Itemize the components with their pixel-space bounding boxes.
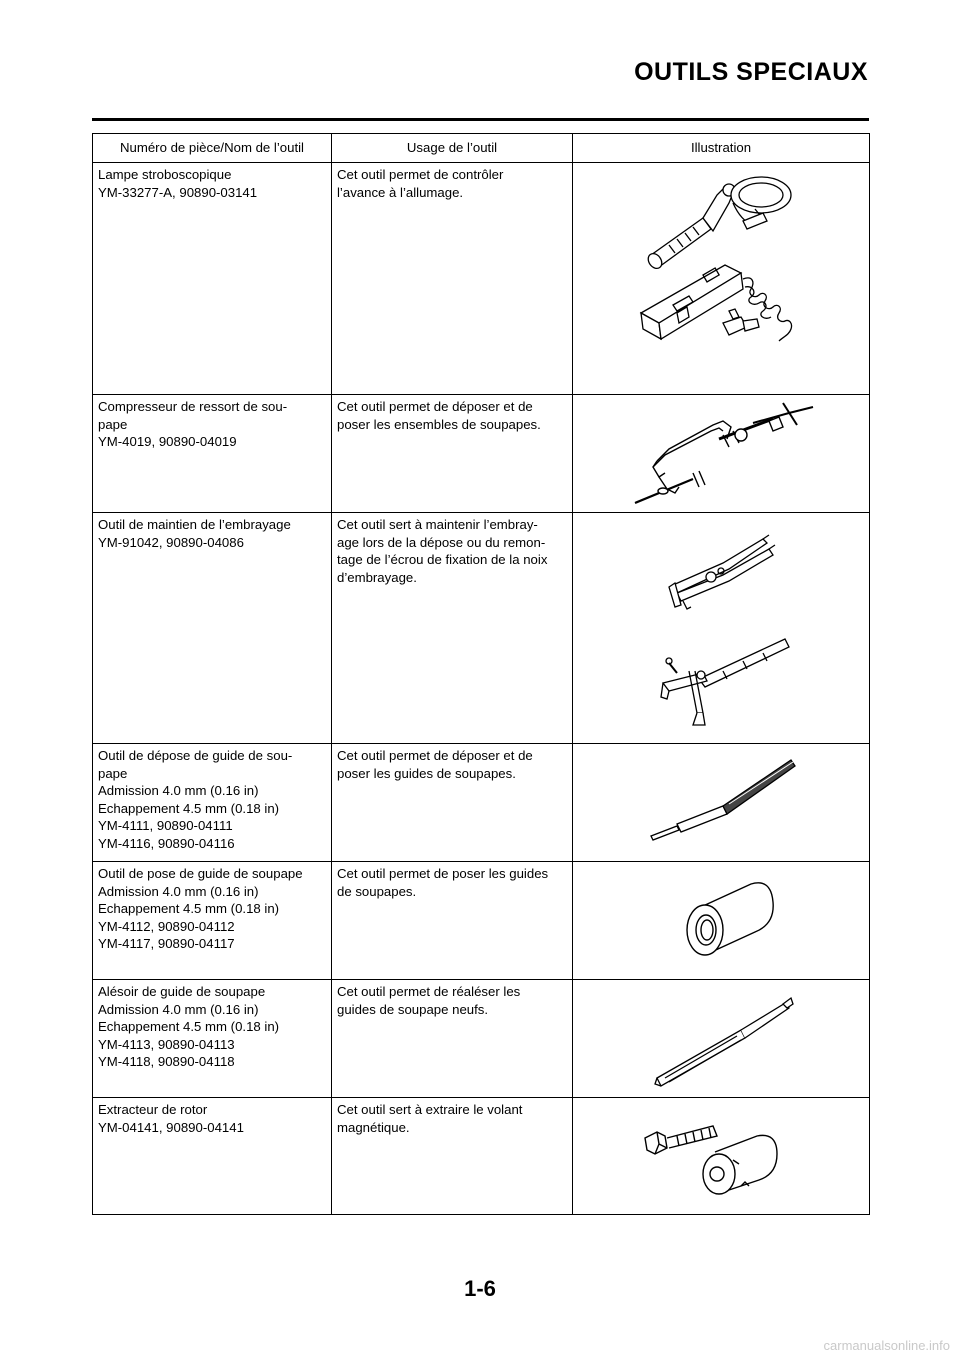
usage-line: poser les guides de soupapes. xyxy=(337,765,516,781)
illustration-cell xyxy=(573,744,870,862)
table-row xyxy=(93,513,870,744)
page-number: 1-6 xyxy=(464,1276,496,1301)
part-name-cell xyxy=(93,862,332,980)
illustration-cell xyxy=(573,980,870,1098)
part-name-cell xyxy=(93,980,332,1098)
column-header-usage: Usage de l’outil xyxy=(332,134,573,163)
column-header-part-name: Numéro de pièce/Nom de l’outil xyxy=(93,134,332,163)
part-number-line: YM-4118, 90890-04118 xyxy=(98,1054,235,1070)
usage-cell xyxy=(332,1098,573,1215)
title-rule xyxy=(92,118,869,121)
usage-line: poser les ensembles de soupapes. xyxy=(337,416,541,432)
part-name-cell xyxy=(93,163,332,395)
illustration-cell xyxy=(573,163,870,395)
part-name-cell xyxy=(93,513,332,744)
table-row xyxy=(93,744,870,862)
usage-line: Cet outil permet de déposer et de xyxy=(337,399,533,414)
clutch-holding-tool-illustration xyxy=(573,513,869,742)
column-header-illustration: Illustration xyxy=(573,134,870,163)
part-name-cell xyxy=(93,395,332,513)
table-row xyxy=(93,395,870,513)
usage-line: l’avance à l’allumage. xyxy=(337,184,464,200)
part-name-line: Compresseur de ressort de sou- xyxy=(98,399,288,414)
part-number-line: YM-4116, 90890-04116 xyxy=(98,835,235,851)
valve-guide-reamer-illustration xyxy=(573,980,869,1096)
spec-line: Echappement 4.5 mm (0.18 in) xyxy=(98,901,280,917)
part-number-line: YM-33277-A, 90890-03141 xyxy=(98,184,258,200)
part-name-cell xyxy=(93,1098,332,1215)
table-row xyxy=(93,980,870,1098)
usage-cell xyxy=(332,395,573,513)
part-name-line: Outil de pose de guide de soupape xyxy=(98,866,303,881)
usage-line: Cet outil sert à extraire le volant xyxy=(337,1102,523,1117)
usage-cell xyxy=(332,744,573,862)
usage-line: Cet outil permet de poser les guides xyxy=(337,866,549,881)
spec-line: Echappement 4.5 mm (0.18 in) xyxy=(98,800,280,816)
valve-guide-remover-illustration xyxy=(573,744,869,860)
part-name-line: Extracteur de rotor xyxy=(98,1102,208,1117)
usage-line: Cet outil sert à maintenir l’embray- xyxy=(337,517,538,532)
table-row xyxy=(93,862,870,980)
illustration-cell xyxy=(573,1098,870,1215)
illustration-cell xyxy=(573,395,870,513)
part-number-line: YM-4019, 90890-04019 xyxy=(98,434,237,450)
usage-cell xyxy=(332,980,573,1098)
spec-line: Admission 4.0 mm (0.16 in) xyxy=(98,783,259,799)
part-number-line: YM-4113, 90890-04113 xyxy=(98,1036,235,1052)
spec-line: Admission 4.0 mm (0.16 in) xyxy=(98,1001,259,1017)
table-header-row xyxy=(93,134,870,163)
illustration-cell xyxy=(573,513,870,744)
part-name-line: Outil de dépose de guide de sou- xyxy=(98,748,293,763)
usage-line: magnétique. xyxy=(337,1119,410,1135)
usage-line: Cet outil permet de réaléser les xyxy=(337,984,521,999)
page-title: OUTILS SPECIAUX xyxy=(634,58,868,86)
usage-cell xyxy=(332,513,573,744)
valve-spring-compressor-illustration xyxy=(573,395,869,511)
usage-line: d’embrayage. xyxy=(337,569,417,585)
part-number-line: YM-4111, 90890-04111 xyxy=(98,818,233,834)
usage-line: Cet outil permet de déposer et de xyxy=(337,748,533,763)
part-number-line: YM-91042, 90890-04086 xyxy=(98,534,244,550)
watermark: carmanualsonline.info xyxy=(823,1338,950,1353)
valve-guide-installer-illustration xyxy=(573,862,869,978)
part-number-line: YM-4117, 90890-04117 xyxy=(98,936,235,952)
part-name-line: Outil de maintien de l’embrayage xyxy=(98,517,291,532)
usage-line: age lors de la dépose ou du remon- xyxy=(337,534,546,550)
rotor-puller-illustration xyxy=(573,1098,869,1213)
special-tools-table xyxy=(92,133,870,1215)
part-name-line: Alésoir de guide de soupape xyxy=(98,984,266,999)
usage-line: de soupapes. xyxy=(337,883,417,899)
part-name-cell xyxy=(93,744,332,862)
usage-line: guides de soupape neufs. xyxy=(337,1001,489,1017)
usage-cell xyxy=(332,862,573,980)
spec-line: Echappement 4.5 mm (0.18 in) xyxy=(98,1019,280,1035)
illustration-cell xyxy=(573,862,870,980)
usage-line: tage de l’écrou de fixation de la noix xyxy=(337,552,548,568)
part-name-line: pape xyxy=(98,765,128,781)
table-row xyxy=(93,1098,870,1215)
spec-line: Admission 4.0 mm (0.16 in) xyxy=(98,883,259,899)
timing-light-illustration xyxy=(573,163,869,393)
part-number-line: YM-04141, 90890-04141 xyxy=(98,1119,244,1135)
part-name-line: Lampe stroboscopique xyxy=(98,167,232,182)
usage-line: Cet outil permet de contrôler xyxy=(337,167,504,182)
table-row xyxy=(93,163,870,395)
part-number-line: YM-4112, 90890-04112 xyxy=(98,918,235,934)
usage-cell xyxy=(332,163,573,395)
part-name-line: pape xyxy=(98,416,128,432)
